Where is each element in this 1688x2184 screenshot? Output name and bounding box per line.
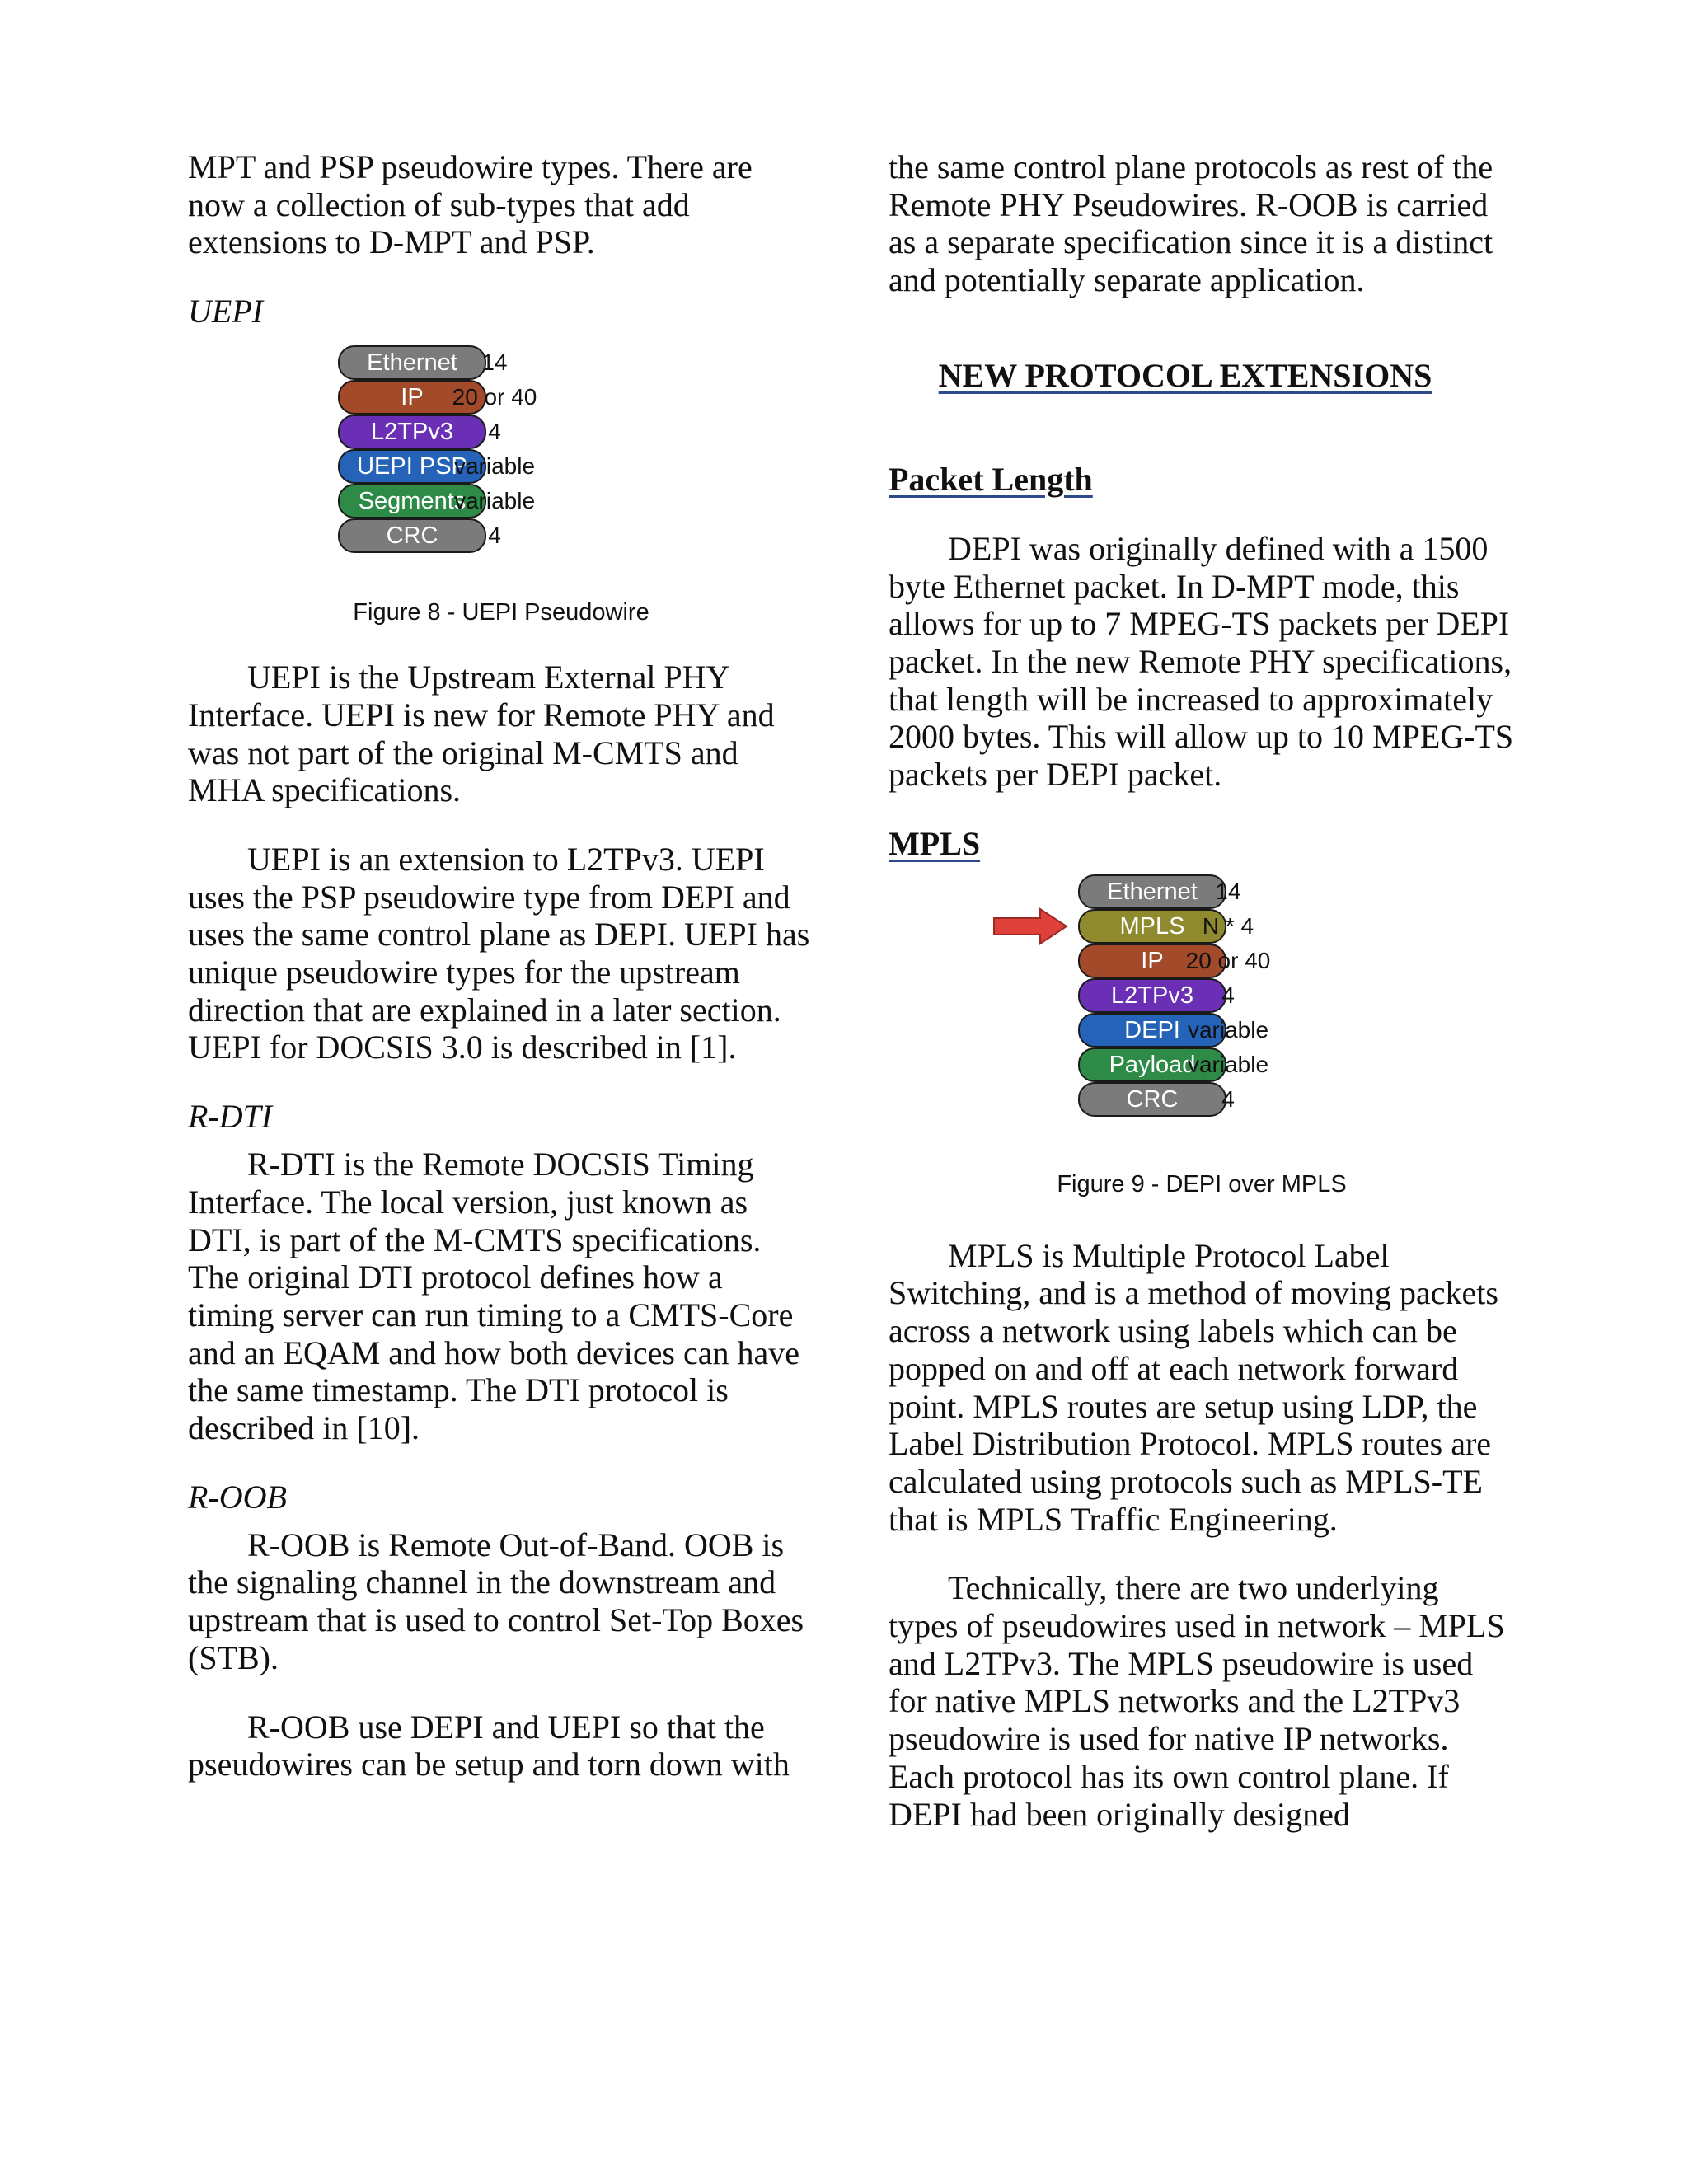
layer-uepi-psp: UEPI PSP [338,449,486,484]
protocol-stack [188,345,814,593]
figure-caption: Figure 9 - DEPI over MPLS [1057,1170,1347,1197]
paragraph-intro: MPT and PSP pseudowire types. There are now a collection of sub-types that add extensions to D-MPT and PSP. [188,148,753,261]
figure-uepi-pseudowire [188,345,814,658]
layer-length: 20 or 40 [452,384,537,410]
figure-depi-over-mpls [889,874,1515,1237]
layer-length: 4 [488,419,501,445]
paragraph-mpls-definition: MPLS is Multiple Protocol Label Switching, and is a method of moving packets across a network using labels which can be popped on and off at each network forward point. MPLS routes are setup using LDP, the Label Distribution Protocol. MPLS routes are calculated using protocols such as MPLS-TE that is MPLS Traffic Engineering. [889,1236,1498,1538]
heading-mpls: MPLS [889,824,981,862]
layer-length: variable [1187,1051,1269,1077]
layer-crc: CRC [1078,1082,1226,1117]
figure-caption: Figure 8 - UEPI Pseudowire [353,599,649,626]
layer-l2tpv3: L2TPv3 [338,415,486,449]
layer-l2tpv3: L2TPv3 [1078,978,1226,1013]
paragraph-r-oob-definition: R-OOB is Remote Out-of-Band. OOB is the signaling channel in the downstream and upstream that is used to control Set-Top Boxes (STB). [188,1526,804,1676]
layer-ethernet: Ethernet [1078,874,1226,909]
left-column [188,148,814,1783]
layer-length: variable [1187,1016,1269,1043]
heading-r-dti: R-DTI [188,1098,273,1136]
heading-r-oob: R-OOB [188,1478,287,1516]
layer-ethernet: Ethernet [338,345,486,380]
paragraph-uepi-extension: UEPI is an extension to L2TPv3. UEPI uses the PSP pseudowire type from DEPI and uses the same control plane as DEPI. UEPI has unique pseudowire types for the upstream direction that are explained in a later section. UEPI for DOCSIS 3.0 is described in [1]. [188,840,810,1066]
layer-length: N * 4 [1202,912,1254,939]
layer-ip: IP [338,380,486,415]
paragraph-packet-length: DEPI was originally defined with a 1500 byte Ethernet packet. In D-MPT mode, this allows for up to 7 MPEG-TS packets per DEPI packet. In the new Remote PHY specifications, that length will be increased to approximately 2000 bytes. This will allow up to 10 MPEG-TS packets per DEPI packet. [889,529,1514,794]
layer-length: variable [453,453,536,480]
protocol-stack [889,874,1515,1155]
layer-length: 4 [1221,1085,1235,1112]
paragraph-pseudowire-types: Technically, there are two underlying types of pseudowires used in network – MPLS and L2TPv3. The MPLS pseudowire is used for native MPLS networks and the L2TPv3 pseudowire is used for native IP networks. Each protocol has its own control plane. If DEPI had been originally designed [889,1569,1505,1833]
layer-crc: CRC [338,518,486,553]
section-heading: NEW PROTOCOL EXTENSIONS [938,356,1432,394]
paragraph-uepi-definition: UEPI is the Upstream External PHY Interface. UEPI is new for Remote PHY and was not part of the original M-CMTS and MHA specifications. [188,658,775,809]
layer-segments: Segments [338,484,486,518]
layer-length: 4 [488,523,501,549]
layer-payload: Payload [1078,1047,1226,1082]
layer-length: 14 [481,349,508,376]
layer-length: 4 [1221,982,1235,1008]
layer-ip: IP [1078,944,1226,978]
layer-length: variable [453,488,536,514]
heading-packet-length: Packet Length [889,460,1093,498]
layer-mpls: MPLS [1078,909,1226,944]
layer-length: 14 [1215,878,1241,904]
layer-depi: DEPI [1078,1013,1226,1047]
paragraph-continued: the same control plane protocols as rest of the Remote PHY Pseudowires. R-OOB is carried as a separate specification since it is a distinct and potentially separate application. [889,148,1493,299]
arrow-right-icon [992,907,1068,945]
right-column [889,148,1515,1833]
paragraph-r-dti: R-DTI is the Remote DOCSIS Timing Interface. The local version, just known as DTI, is part of the M-CMTS specifications. The original DTI protocol defines how a timing server can run timing to a CMTS-Core and an EQAM and how both devices can have the same timestamp. The DTI protocol is described in [10]. [188,1146,799,1447]
paragraph-r-oob-usage: R-OOB use DEPI and UEPI so that the pseudowires can be setup and torn down with [188,1708,790,1783]
layer-length: 20 or 40 [1185,947,1271,973]
heading-uepi: UEPI [188,293,264,330]
